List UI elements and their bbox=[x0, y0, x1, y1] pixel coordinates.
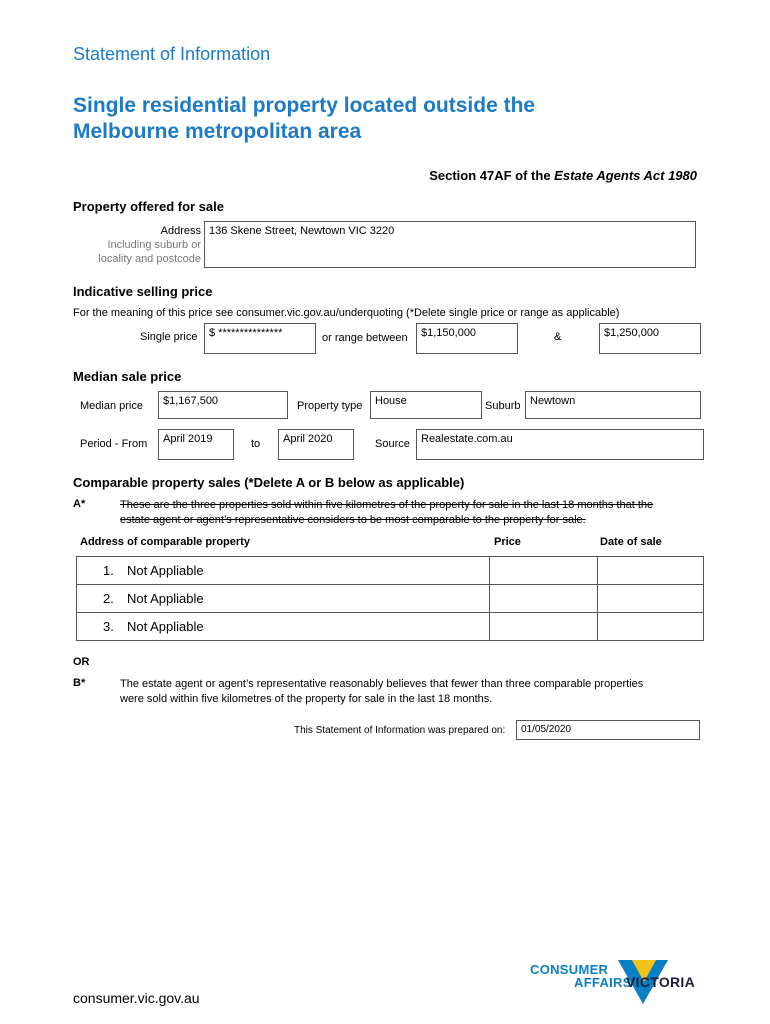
address-label-3: locality and postcode bbox=[98, 253, 201, 265]
logo-victoria: VICTORIA bbox=[626, 974, 696, 990]
logo-affairs: AFFAIRS bbox=[574, 975, 632, 990]
section-prefix: Section 47AF of the bbox=[429, 168, 555, 183]
prepared-date-field[interactable]: 01/05/2020 bbox=[516, 720, 700, 740]
table-row bbox=[77, 613, 704, 641]
comparable-price-cell[interactable] bbox=[490, 585, 598, 613]
row-address: Not Appliable bbox=[127, 563, 204, 578]
range-label: or range between bbox=[322, 332, 408, 344]
comparable-table bbox=[76, 556, 704, 641]
address-label-1: Address bbox=[160, 225, 201, 237]
source-label: Source bbox=[375, 438, 410, 450]
title-line-1: Single residential property located outside the bbox=[73, 94, 536, 117]
option-b-line-2: were sold within five kilometres of the property for sale in the last 18 months. bbox=[120, 693, 493, 705]
period-to-field[interactable]: April 2020 bbox=[278, 429, 354, 460]
title-line-2: Melbourne metropolitan area bbox=[73, 120, 362, 143]
comparable-heading: Comparable property sales (*Delete A or B below as applicable) bbox=[73, 475, 465, 490]
address-label-2: Including suburb or bbox=[107, 239, 201, 251]
comparable-date-cell[interactable] bbox=[598, 557, 704, 585]
option-a-marker: A* bbox=[73, 498, 86, 510]
row-address: Not Appliable bbox=[127, 619, 204, 634]
col-price-header: Price bbox=[494, 536, 521, 548]
range-ampersand: & bbox=[554, 331, 562, 343]
option-a-line-1: These are the three properties sold within five kilometres of the property for sale in the last 18 months that the bbox=[120, 499, 654, 511]
col-date-header: Date of sale bbox=[600, 536, 662, 548]
property-type-label: Property type bbox=[297, 400, 363, 412]
option-b-text bbox=[120, 677, 643, 707]
option-a-line-2: estate agent or agent’s representative considers to be most comparable to the property for sale. bbox=[120, 514, 586, 526]
period-to-label: to bbox=[251, 438, 261, 450]
section-act: Estate Agents Act 1980 bbox=[554, 168, 697, 183]
median-price-field[interactable]: $1,167,500 bbox=[158, 391, 288, 419]
range-low-field[interactable]: $1,150,000 bbox=[416, 323, 518, 354]
prepared-label: This Statement of Information was prepared on: bbox=[294, 725, 506, 736]
range-high-field[interactable]: $1,250,000 bbox=[599, 323, 701, 354]
comparable-date-cell[interactable] bbox=[598, 613, 704, 641]
median-heading: Median sale price bbox=[73, 369, 182, 384]
option-a-text bbox=[120, 498, 653, 528]
comparable-address-cell[interactable] bbox=[77, 613, 490, 641]
row-number: 3. bbox=[103, 619, 114, 634]
table-row bbox=[77, 585, 704, 613]
doc-type: Statement of Information bbox=[73, 44, 271, 64]
source-field[interactable]: Realestate.com.au bbox=[416, 429, 704, 460]
col-address-header: Address of comparable property bbox=[80, 536, 250, 548]
suburb-label: Suburb bbox=[485, 400, 521, 412]
comparable-price-cell[interactable] bbox=[490, 557, 598, 585]
consumer-affairs-logo bbox=[528, 958, 703, 1008]
option-b-marker: B* bbox=[73, 677, 86, 689]
median-price-label: Median price bbox=[80, 400, 143, 412]
single-price-field[interactable]: $ *************** bbox=[204, 323, 316, 354]
section-reference bbox=[429, 168, 697, 183]
table-row bbox=[77, 557, 704, 585]
address-label bbox=[73, 224, 201, 266]
footer-url[interactable]: consumer.vic.gov.au bbox=[73, 990, 200, 1006]
comparable-date-cell[interactable] bbox=[598, 585, 704, 613]
suburb-field[interactable]: Newtown bbox=[525, 391, 701, 419]
property-heading: Property offered for sale bbox=[73, 199, 224, 214]
address-field[interactable]: 136 Skene Street, Newtown VIC 3220 bbox=[204, 221, 696, 268]
row-address: Not Appliable bbox=[127, 591, 204, 606]
period-from-label: Period - From bbox=[80, 438, 148, 450]
indicative-note: For the meaning of this price see consumer.vic.gov.au/underquoting (*Delete single price or range as applicable) bbox=[73, 307, 620, 319]
page-title bbox=[73, 93, 535, 145]
or-separator: OR bbox=[73, 656, 90, 668]
row-number: 1. bbox=[103, 563, 114, 578]
property-type-field[interactable]: House bbox=[370, 391, 482, 419]
comparable-price-cell[interactable] bbox=[490, 613, 598, 641]
logo-consumer: CONSUMER bbox=[530, 962, 609, 977]
option-b-line-1: The estate agent or agent’s representative reasonably believes that fewer than three comparable properties bbox=[120, 678, 644, 690]
comparable-address-cell[interactable] bbox=[77, 557, 490, 585]
row-number: 2. bbox=[103, 591, 114, 606]
single-price-label: Single price bbox=[140, 331, 198, 343]
period-from-field[interactable]: April 2019 bbox=[158, 429, 234, 460]
comparable-address-cell[interactable] bbox=[77, 585, 490, 613]
indicative-heading: Indicative selling price bbox=[73, 284, 213, 299]
